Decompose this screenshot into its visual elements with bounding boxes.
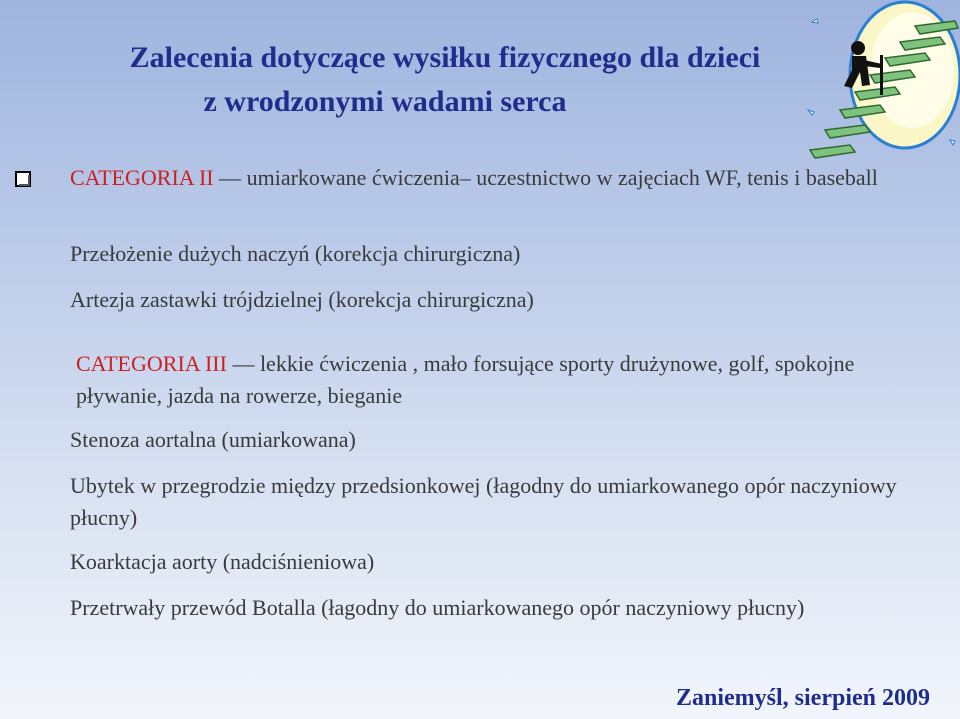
category-2-paragraph xyxy=(70,162,878,194)
checkbox-bullet-icon xyxy=(15,171,31,187)
footer-place-date: Zaniemyśl, sierpień 2009 xyxy=(675,685,930,711)
category-2-text: — umiarkowane ćwiczenia– uczestnictwo w zajęciach WF, tenis i baseball xyxy=(213,165,878,190)
category-3-item-2: Ubytek w przegrodzie między przedsionkowej (łagodny do umiarkowanego opór naczyniowy płucny) xyxy=(70,473,897,530)
category-3-paragraph xyxy=(76,348,930,412)
category-2-label: CATEGORIA II xyxy=(70,165,214,190)
category-3-item-3: Koarktacja aorty (nadciśnieniowa) xyxy=(70,549,375,574)
category-2-item-2: Artezja zastawki trójdzielnej (korekcja chirurgiczna) xyxy=(70,287,534,312)
category-2-item-1: Przełożenie dużych naczyń (korekcja chirurgiczna) xyxy=(70,241,521,266)
climbing-stairs-illustration xyxy=(800,0,960,170)
title-line-1: Zalecenia dotyczące wysiłku fizycznego dla dzieci xyxy=(129,41,761,74)
category-3-item-4: Przetrwały przewód Botalla (łagodny do umiarkowanego opór naczyniowy płucny) xyxy=(70,595,805,620)
category-3-item-1: Stenoza aortalna (umiarkowana) xyxy=(70,427,356,452)
category-3-text: — lekkie ćwiczenia , mało forsujące sporty drużynowe, golf, spokojne pływanie, jazda na rowerze, bieganie xyxy=(76,351,855,408)
category-3-label: CATEGORIA III xyxy=(76,351,227,376)
title-line-2: z wrodzonymi wadami serca xyxy=(203,85,567,118)
